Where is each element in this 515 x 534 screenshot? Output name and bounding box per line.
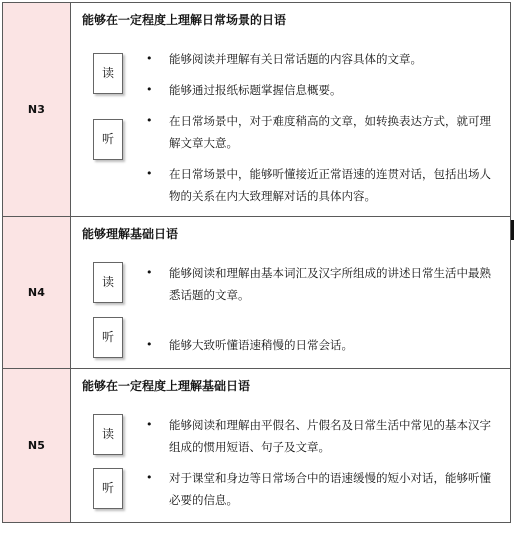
level-label-n4: N4: [3, 217, 71, 369]
bullet-icon: •: [146, 338, 153, 351]
bullet-icon: •: [146, 52, 153, 65]
level-description-n5: [71, 369, 511, 523]
list-item-text: 能够阅读和理解由基本词汇及汉字所组成的讲述日常生活中最熟悉话题的文章。: [169, 266, 491, 302]
list-item-text: 能够通过报纸标题掌握信息概要。: [169, 83, 342, 97]
list-item: [146, 334, 491, 356]
list-item: [146, 163, 491, 207]
level-headline-n5: 能够在一定程度上理解基础日语: [82, 379, 251, 393]
list-item-text: 对于课堂和身边等日常场合中的语速缓慢的短小对话，能够听懂必要的信息。: [169, 471, 491, 507]
bullet-icon: •: [146, 471, 153, 484]
level-row-n5: [3, 369, 511, 523]
level-label-n5: N5: [3, 369, 71, 523]
bullet-icon: •: [146, 266, 153, 279]
level-row-n4: [3, 217, 511, 369]
reading-skill-box: 读: [93, 414, 123, 455]
level-label-n3: N3: [3, 3, 71, 217]
reading-skill-box: 读: [93, 53, 123, 94]
level-description-n3: [71, 3, 511, 217]
list-item-text: 在日常场景中，对于难度稍高的文章，如转换表达方式，就可理解文章大意。: [169, 114, 491, 150]
list-item: [146, 262, 491, 306]
level-headline-n4: 能够理解基础日语: [82, 227, 179, 241]
list-item-text: 能够阅读并理解有关日常话题的内容具体的文章。: [169, 52, 422, 66]
list-item: [146, 414, 491, 458]
level-description-n4: [71, 217, 511, 369]
listening-skill-box: 听: [93, 468, 123, 509]
list-item-text: 在日常场景中，能够听懂接近正常语速的连贯对话，包括出场人物的关系在内大致理解对话的具体内容。: [169, 167, 491, 203]
reading-skill-box: 读: [93, 262, 123, 303]
listening-skill-box: 听: [93, 119, 123, 160]
list-item-text: 能够大致听懂语速稍慢的日常会话。: [169, 338, 353, 352]
listening-skill-box: 听: [93, 317, 123, 358]
edge-marker: [511, 220, 514, 240]
list-item-text: 能够阅读和理解由平假名、片假名及日常生活中常见的基本汉字组成的惯用短语、句子及文章。: [169, 418, 491, 454]
level-headline-n3: 能够在一定程度上理解日常场景的日语: [82, 13, 287, 27]
bullet-icon: •: [146, 83, 153, 96]
bullet-icon: •: [146, 114, 153, 127]
bullet-icon: •: [146, 167, 153, 180]
bullet-icon: •: [146, 418, 153, 431]
list-item: [146, 79, 491, 101]
level-row-n3: [3, 3, 511, 217]
list-item: [146, 467, 491, 511]
list-item: [146, 110, 491, 154]
list-item: [146, 48, 491, 70]
jlpt-level-table: [2, 2, 511, 523]
